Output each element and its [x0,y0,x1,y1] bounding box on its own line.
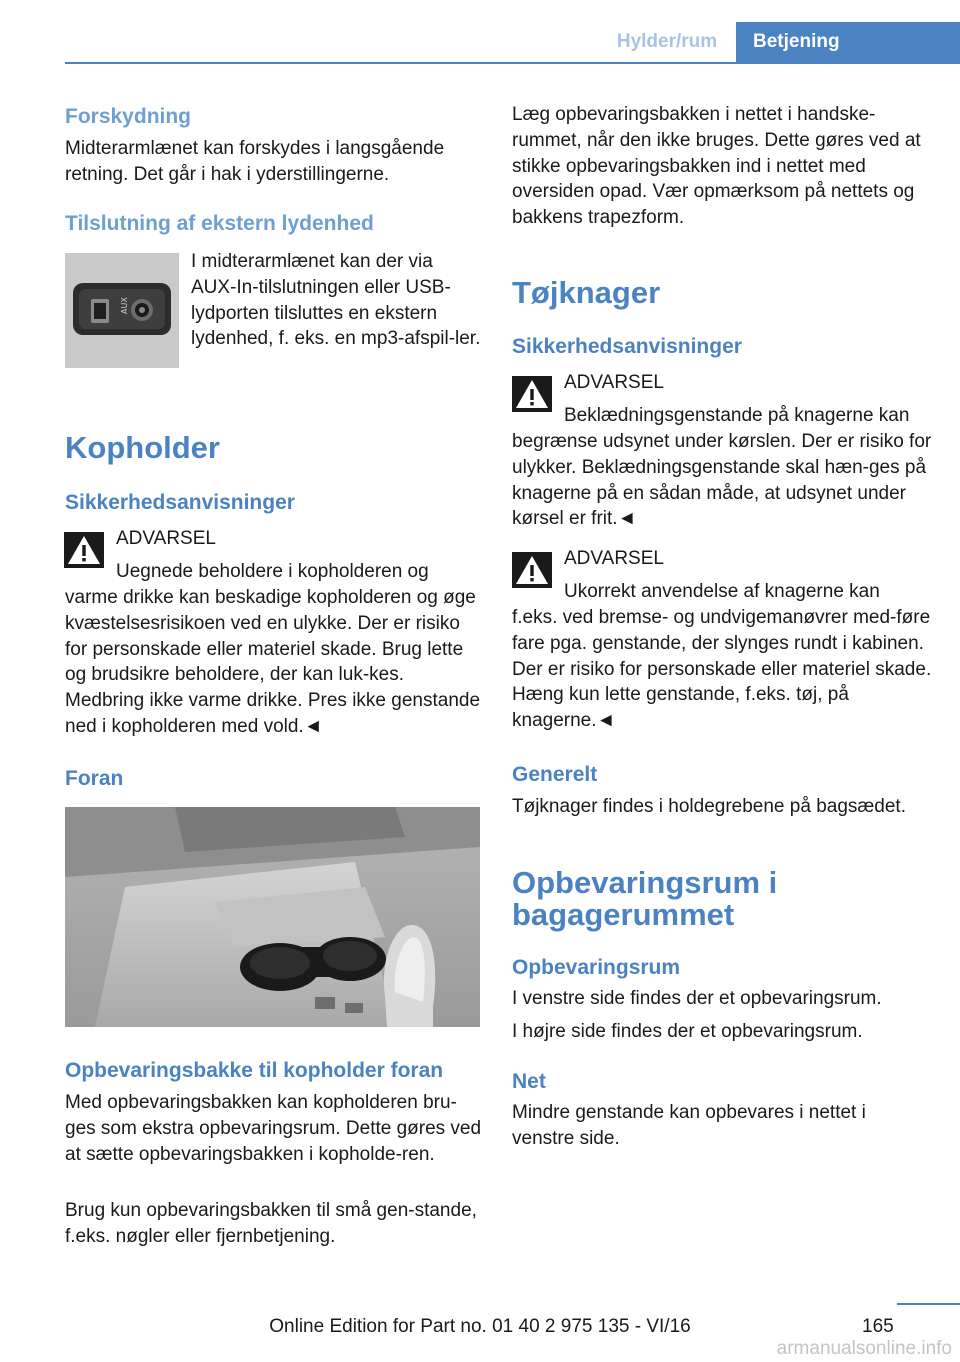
tojknager-warning1-label: ADVARSEL [564,372,664,393]
generelt-heading: Generelt [512,763,598,786]
footer-rule [897,1303,960,1305]
header-tab-chapter[interactable]: Betjening [736,22,960,62]
bakke-body-2: Brug kun opbevaringsbakken til små gen-stande, f.eks. nøgler eller fjernbetjening. [65,1200,477,1247]
tojknager-safety-heading: Sikkerhedsanvisninger [512,335,742,358]
warning-icon [512,552,552,588]
kopholder-warning-body: varme drikke kan beskadige kopholderen og øge kvæstelsesrisikoen ved en ulykke. Der er risiko for personskade eller materiel skade. Brug lette og brudsikre beholdere, der kan luk-kes. Medbring ikke varme drikke. Pres ikke genstande ned i kopholderen med vold.◄ [65,587,481,737]
kopholder-warning-label: ADVARSEL [116,528,216,549]
kopholder-heading: Kopholder [65,430,220,465]
foran-heading: Foran [65,767,124,790]
opbevaringsrum-body-1: I venstre side findes der et opbevaringsrum. [512,988,882,1009]
opbevaringsrum-heading: Opbevaringsrum [512,956,681,979]
tojknager-warning1-first-line: Beklædningsgenstande på knagerne kan [564,405,910,426]
tilslutning-heading: Tilslutning af ekstern lydenhed [65,212,374,235]
generelt-body: Tøjknager findes i holdegrebene på bagsædet. [512,796,906,817]
opbevaring-heading-line2: bagagerummet [512,897,735,932]
aux-usb-port-image [65,253,179,368]
tojknager-warning1-body: begrænse udsynet under kørslen. Der er risiko for ulykker. Beklædningsgenstande skal hæn-ges på knagerne på en sådan måde, at udsynet under kørsel er frit.◄ [512,431,932,530]
forskydning-heading: Forskydning [65,105,192,128]
forskydning-body: Midterarmlænet kan forskydes i langsgående retning. Det går i hak i yderstillingerne. [65,138,445,185]
net-heading: Net [512,1070,546,1093]
svg-text:AUX: AUX [120,297,129,314]
intro-body: Læg opbevaringsbakken i nettet i handske-rummet, når den ikke bruges. Dette gøres ved at stikke opbevaringsbakken ind i nettet med oversiden opad. Vær opmærksom på nettets og bakkens trapezform. [512,104,921,229]
net-body: Mindre genstande kan opbevares i nettet i venstre side. [512,1102,866,1149]
tojknager-warning2-label: ADVARSEL [564,548,664,569]
kopholder-warning-first-line: Uegnede beholdere i kopholderen og [116,561,429,582]
cupholder-front-image [65,807,480,1027]
bakke-body-1: Med opbevaringsbakken kan kopholderen bru-ges som ekstra opbevaringsrum. Dette gøres ved at sætte opbevaringsbakken i kopholde-ren. [65,1092,482,1165]
bakke-heading: Opbevaringsbakke til kopholder foran [65,1059,444,1082]
footer-edition: Online Edition for Part no. 01 40 2 975 135 - VI/16 [269,1316,691,1337]
opbevaring-heading-line1: Opbevaringsrum i [512,865,778,900]
watermark: armanualsonline.info [776,1338,952,1359]
kopholder-safety-heading: Sikkerhedsanvisninger [65,491,295,514]
warning-icon [512,376,552,412]
tojknager-warning2-first-line: Ukorrekt anvendelse af knagerne kan [564,581,880,602]
tojknager-heading: Tøjknager [512,275,661,310]
page-number: 165 [862,1316,894,1337]
tilslutning-body: I midterarmlænet kan der via AUX-In-tilslutningen eller USB-lydporten tilsluttes en ekstern lydenhed, f. eks. en mp3-afspil-ler. [191,251,481,350]
header-rule [65,62,960,64]
warning-icon [64,532,104,568]
header-tab-section[interactable]: Hylder/rum [616,31,718,52]
opbevaringsrum-body-2: I højre side findes der et opbevaringsrum. [512,1021,863,1042]
tojknager-warning2-body: f.eks. ved bremse- og undvigemanøvrer med-føre fare pga. genstande, der slynges rundt i kabinen. Der er risiko for personskade eller materiel skade. Hæng kun lette genstande, f.eks. tøj, på knagerne.◄ [512,607,932,732]
